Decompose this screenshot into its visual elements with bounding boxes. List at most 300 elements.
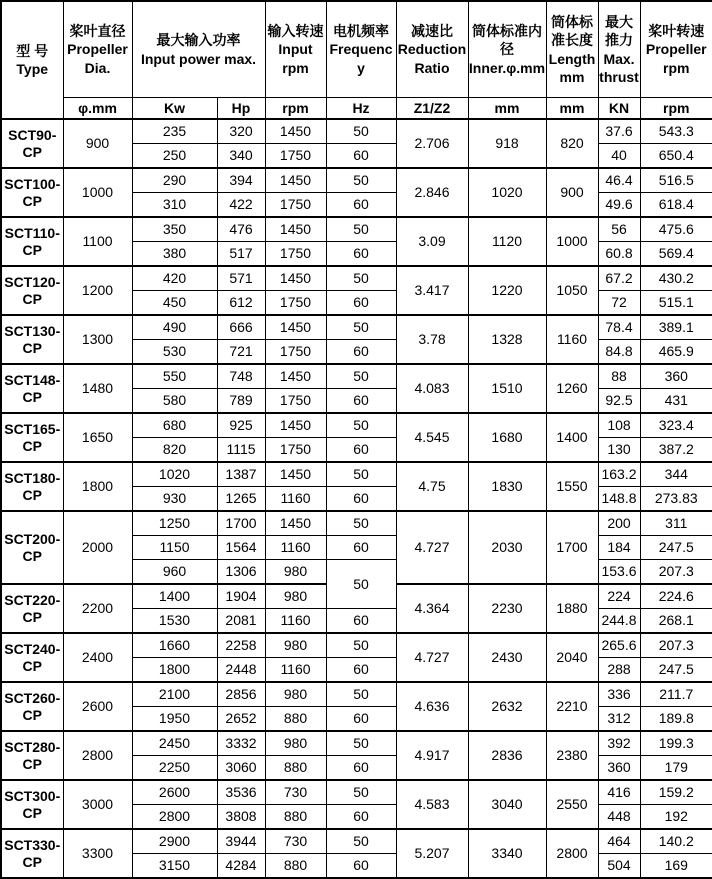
- col-header-zh: 最大推力: [599, 13, 640, 50]
- cell-length: 2210: [546, 682, 598, 731]
- cell-propeller-rpm: 189.8: [640, 707, 712, 732]
- unit-header-9: rpm: [640, 98, 712, 120]
- table-row: [1, 829, 712, 854]
- cell-hp: 789: [217, 389, 265, 414]
- cell-propeller-dia: 3000: [63, 780, 132, 829]
- cell-kw: 3150: [132, 854, 217, 879]
- cell-frequency: 50: [326, 560, 396, 609]
- cell-frequency: 60: [326, 291, 396, 316]
- cell-inner-dia: 1680: [468, 413, 546, 462]
- cell-propeller-rpm: 618.4: [640, 193, 712, 218]
- col-header-5: [396, 1, 468, 98]
- cell-kw: 1250: [132, 511, 217, 536]
- col-header-zh: 减速比: [397, 22, 468, 40]
- cell-propeller-rpm: 169: [640, 854, 712, 879]
- cell-frequency: 50: [326, 413, 396, 438]
- cell-hp: 571: [217, 266, 265, 291]
- cell-kw: 490: [132, 315, 217, 340]
- cell-hp: 2081: [217, 609, 265, 634]
- col-header-en: Inner.φ.mm: [469, 59, 546, 77]
- cell-max-thrust: 108: [598, 413, 640, 438]
- cell-propeller-rpm: 199.3: [640, 731, 712, 756]
- table-row: [1, 682, 712, 707]
- cell-model: SCT120-CP: [1, 266, 63, 315]
- cell-inner-dia: 1220: [468, 266, 546, 315]
- cell-frequency: 50: [326, 731, 396, 756]
- cell-length: 1050: [546, 266, 598, 315]
- cell-max-thrust: 392: [598, 731, 640, 756]
- cell-hp: 1306: [217, 560, 265, 585]
- cell-reduction-ratio: 4.636: [396, 682, 468, 731]
- cell-kw: 380: [132, 242, 217, 267]
- cell-propeller-rpm: 311: [640, 511, 712, 536]
- cell-max-thrust: 200: [598, 511, 640, 536]
- col-header-4: [326, 1, 396, 98]
- cell-max-thrust: 49.6: [598, 193, 640, 218]
- cell-max-thrust: 163.2: [598, 462, 640, 487]
- table-row: [1, 266, 712, 291]
- cell-kw: 420: [132, 266, 217, 291]
- cell-hp: 3060: [217, 756, 265, 781]
- cell-propeller-rpm: 465.9: [640, 340, 712, 365]
- cell-kw: 1660: [132, 633, 217, 658]
- unit-header-1: Kw: [132, 98, 217, 120]
- col-header-zh: 桨叶转速: [641, 22, 712, 40]
- cell-kw: 2450: [132, 731, 217, 756]
- col-header-en: Input rpm: [266, 40, 326, 77]
- cell-frequency: 60: [326, 144, 396, 169]
- cell-model: SCT90-CP: [1, 119, 63, 168]
- cell-model: SCT200-CP: [1, 511, 63, 584]
- cell-model: SCT110-CP: [1, 217, 63, 266]
- col-header-zh: 筒体标准内径: [469, 22, 546, 59]
- cell-input-rpm: 980: [265, 633, 326, 658]
- cell-propeller-rpm: 159.2: [640, 780, 712, 805]
- cell-max-thrust: 265.6: [598, 633, 640, 658]
- table-row: [1, 217, 712, 242]
- cell-model: SCT100-CP: [1, 168, 63, 217]
- cell-propeller-rpm: 569.4: [640, 242, 712, 267]
- cell-reduction-ratio: 4.727: [396, 511, 468, 584]
- cell-reduction-ratio: 4.583: [396, 780, 468, 829]
- cell-input-rpm: 1160: [265, 536, 326, 560]
- cell-kw: 350: [132, 217, 217, 242]
- cell-length: 1700: [546, 511, 598, 584]
- cell-length: 1880: [546, 584, 598, 633]
- cell-model: SCT130-CP: [1, 315, 63, 364]
- cell-frequency: 50: [326, 217, 396, 242]
- cell-propeller-rpm: 543.3: [640, 119, 712, 144]
- cell-reduction-ratio: 4.917: [396, 731, 468, 780]
- cell-max-thrust: 40: [598, 144, 640, 169]
- cell-kw: 1400: [132, 584, 217, 609]
- col-header-zh: 桨叶直径: [64, 22, 132, 40]
- cell-kw: 290: [132, 168, 217, 193]
- cell-propeller-rpm: 224.6: [640, 584, 712, 609]
- col-header-9: [640, 1, 712, 98]
- cell-length: 1160: [546, 315, 598, 364]
- table-row: [1, 731, 712, 756]
- cell-frequency: 50: [326, 780, 396, 805]
- cell-length: 2380: [546, 731, 598, 780]
- cell-input-rpm: 1450: [265, 315, 326, 340]
- cell-reduction-ratio: 4.727: [396, 633, 468, 682]
- cell-propeller-rpm: 140.2: [640, 829, 712, 854]
- cell-hp: 2856: [217, 682, 265, 707]
- cell-frequency: 60: [326, 658, 396, 683]
- cell-model: SCT260-CP: [1, 682, 63, 731]
- cell-max-thrust: 56: [598, 217, 640, 242]
- cell-propeller-dia: 2600: [63, 682, 132, 731]
- cell-propeller-rpm: 207.3: [640, 560, 712, 585]
- cell-inner-dia: 3040: [468, 780, 546, 829]
- cell-frequency: 50: [326, 829, 396, 854]
- cell-frequency: 60: [326, 854, 396, 879]
- cell-kw: 1800: [132, 658, 217, 683]
- cell-hp: 2448: [217, 658, 265, 683]
- cell-max-thrust: 72: [598, 291, 640, 316]
- col-header-en: Length mm: [547, 50, 598, 87]
- cell-model: SCT148-CP: [1, 364, 63, 413]
- cell-reduction-ratio: 3.09: [396, 217, 468, 266]
- cell-kw: 1950: [132, 707, 217, 732]
- cell-length: 1400: [546, 413, 598, 462]
- col-header-6: [468, 1, 546, 98]
- header-row: [1, 1, 712, 98]
- cell-max-thrust: 78.4: [598, 315, 640, 340]
- cell-max-thrust: 84.8: [598, 340, 640, 365]
- cell-length: 2550: [546, 780, 598, 829]
- cell-reduction-ratio: 3.78: [396, 315, 468, 364]
- cell-max-thrust: 416: [598, 780, 640, 805]
- col-header-zh: 输入转速: [266, 22, 326, 40]
- table-row: [1, 462, 712, 487]
- cell-frequency: 50: [326, 633, 396, 658]
- cell-propeller-rpm: 389.1: [640, 315, 712, 340]
- cell-input-rpm: 980: [265, 731, 326, 756]
- col-header-en: Frequency: [327, 40, 396, 77]
- cell-max-thrust: 60.8: [598, 242, 640, 267]
- cell-inner-dia: 1020: [468, 168, 546, 217]
- cell-input-rpm: 880: [265, 707, 326, 732]
- cell-reduction-ratio: 4.75: [396, 462, 468, 511]
- cell-hp: 476: [217, 217, 265, 242]
- cell-hp: 340: [217, 144, 265, 169]
- cell-propeller-rpm: 211.7: [640, 682, 712, 707]
- cell-max-thrust: 184: [598, 536, 640, 560]
- cell-kw: 310: [132, 193, 217, 218]
- cell-propeller-rpm: 273.83: [640, 487, 712, 512]
- cell-kw: 1530: [132, 609, 217, 634]
- cell-propeller-dia: 2400: [63, 633, 132, 682]
- cell-hp: 748: [217, 364, 265, 389]
- unit-row: [1, 98, 712, 120]
- cell-max-thrust: 448: [598, 805, 640, 830]
- cell-input-rpm: 1750: [265, 389, 326, 414]
- cell-max-thrust: 88: [598, 364, 640, 389]
- col-header-zh: 型 号: [2, 42, 63, 60]
- cell-inner-dia: 1120: [468, 217, 546, 266]
- cell-kw: 2800: [132, 805, 217, 830]
- col-header-3: [265, 1, 326, 98]
- cell-input-rpm: 1750: [265, 144, 326, 169]
- col-header-0: [1, 1, 63, 119]
- cell-input-rpm: 1750: [265, 438, 326, 463]
- unit-header-6: mm: [468, 98, 546, 120]
- cell-hp: 1564: [217, 536, 265, 560]
- cell-frequency: 60: [326, 707, 396, 732]
- cell-input-rpm: 880: [265, 805, 326, 830]
- cell-model: SCT220-CP: [1, 584, 63, 633]
- cell-propeller-dia: 2200: [63, 584, 132, 633]
- cell-max-thrust: 37.6: [598, 119, 640, 144]
- cell-kw: 235: [132, 119, 217, 144]
- cell-propeller-rpm: 650.4: [640, 144, 712, 169]
- cell-hp: 1904: [217, 584, 265, 609]
- cell-inner-dia: 1830: [468, 462, 546, 511]
- table-row: [1, 511, 712, 536]
- cell-max-thrust: 153.6: [598, 560, 640, 585]
- cell-kw: 450: [132, 291, 217, 316]
- cell-kw: 2900: [132, 829, 217, 854]
- cell-kw: 820: [132, 438, 217, 463]
- unit-header-0: φ.mm: [63, 98, 132, 120]
- cell-max-thrust: 67.2: [598, 266, 640, 291]
- cell-frequency: 60: [326, 242, 396, 267]
- col-header-en: Max. thrust: [599, 50, 640, 87]
- table-row: [1, 168, 712, 193]
- cell-input-rpm: 1160: [265, 658, 326, 683]
- cell-kw: 550: [132, 364, 217, 389]
- cell-propeller-rpm: 179: [640, 756, 712, 781]
- col-header-en: Propeller rpm: [641, 40, 712, 77]
- unit-header-8: KN: [598, 98, 640, 120]
- cell-input-rpm: 1750: [265, 340, 326, 365]
- cell-input-rpm: 1160: [265, 487, 326, 512]
- cell-reduction-ratio: 2.846: [396, 168, 468, 217]
- cell-kw: 2250: [132, 756, 217, 781]
- cell-hp: 925: [217, 413, 265, 438]
- cell-propeller-rpm: 430.2: [640, 266, 712, 291]
- cell-length: 1000: [546, 217, 598, 266]
- cell-reduction-ratio: 3.417: [396, 266, 468, 315]
- cell-max-thrust: 360: [598, 756, 640, 781]
- cell-hp: 1265: [217, 487, 265, 512]
- cell-frequency: 50: [326, 168, 396, 193]
- cell-max-thrust: 224: [598, 584, 640, 609]
- cell-frequency: 50: [326, 119, 396, 144]
- cell-kw: 1020: [132, 462, 217, 487]
- cell-max-thrust: 148.8: [598, 487, 640, 512]
- cell-frequency: 60: [326, 438, 396, 463]
- table-row: [1, 413, 712, 438]
- table-row: [1, 780, 712, 805]
- cell-input-rpm: 980: [265, 560, 326, 585]
- cell-propeller-rpm: 387.2: [640, 438, 712, 463]
- cell-input-rpm: 1450: [265, 119, 326, 144]
- cell-input-rpm: 880: [265, 756, 326, 781]
- cell-propeller-rpm: 323.4: [640, 413, 712, 438]
- cell-hp: 517: [217, 242, 265, 267]
- table-row: [1, 364, 712, 389]
- cell-max-thrust: 336: [598, 682, 640, 707]
- cell-inner-dia: 2430: [468, 633, 546, 682]
- cell-frequency: 50: [326, 462, 396, 487]
- unit-header-2: Hp: [217, 98, 265, 120]
- table-row: [1, 315, 712, 340]
- cell-input-rpm: 1750: [265, 291, 326, 316]
- unit-header-3: rpm: [265, 98, 326, 120]
- cell-inner-dia: 2632: [468, 682, 546, 731]
- cell-inner-dia: 1328: [468, 315, 546, 364]
- cell-length: 820: [546, 119, 598, 168]
- col-header-en: Type: [2, 60, 63, 78]
- cell-inner-dia: 2836: [468, 731, 546, 780]
- unit-header-4: Hz: [326, 98, 396, 120]
- col-header-zh: 筒体标准长度: [547, 13, 598, 50]
- cell-length: 2040: [546, 633, 598, 682]
- cell-model: SCT165-CP: [1, 413, 63, 462]
- cell-hp: 320: [217, 119, 265, 144]
- cell-reduction-ratio: 4.364: [396, 584, 468, 633]
- cell-propeller-rpm: 247.5: [640, 658, 712, 683]
- cell-propeller-rpm: 516.5: [640, 168, 712, 193]
- cell-reduction-ratio: 5.207: [396, 829, 468, 878]
- cell-frequency: 60: [326, 536, 396, 560]
- cell-hp: 2652: [217, 707, 265, 732]
- col-header-en: Propeller Dia.: [64, 40, 132, 77]
- cell-inner-dia: 3340: [468, 829, 546, 878]
- cell-max-thrust: 464: [598, 829, 640, 854]
- table-row: [1, 119, 712, 144]
- cell-model: SCT330-CP: [1, 829, 63, 878]
- cell-hp: 3944: [217, 829, 265, 854]
- cell-length: 2800: [546, 829, 598, 878]
- cell-kw: 530: [132, 340, 217, 365]
- col-header-zh: 电机频率: [327, 22, 396, 40]
- unit-header-5: Z1/Z2: [396, 98, 468, 120]
- cell-max-thrust: 46.4: [598, 168, 640, 193]
- cell-input-rpm: 880: [265, 854, 326, 879]
- cell-input-rpm: 1450: [265, 266, 326, 291]
- cell-input-rpm: 980: [265, 584, 326, 609]
- cell-max-thrust: 288: [598, 658, 640, 683]
- cell-propeller-dia: 3300: [63, 829, 132, 878]
- col-header-zh: 最大输入功率: [133, 31, 265, 49]
- cell-hp: 3536: [217, 780, 265, 805]
- cell-model: SCT280-CP: [1, 731, 63, 780]
- cell-kw: 680: [132, 413, 217, 438]
- cell-propeller-rpm: 247.5: [640, 536, 712, 560]
- cell-input-rpm: 1750: [265, 193, 326, 218]
- cell-propeller-dia: 900: [63, 119, 132, 168]
- cell-frequency: 50: [326, 511, 396, 536]
- cell-propeller-dia: 1200: [63, 266, 132, 315]
- cell-length: 1550: [546, 462, 598, 511]
- col-header-7: [546, 1, 598, 98]
- cell-kw: 960: [132, 560, 217, 585]
- cell-input-rpm: 1450: [265, 217, 326, 242]
- cell-input-rpm: 730: [265, 780, 326, 805]
- cell-model: SCT180-CP: [1, 462, 63, 511]
- cell-input-rpm: 1450: [265, 168, 326, 193]
- cell-hp: 394: [217, 168, 265, 193]
- cell-propeller-rpm: 515.1: [640, 291, 712, 316]
- cell-kw: 580: [132, 389, 217, 414]
- cell-inner-dia: 1510: [468, 364, 546, 413]
- col-header-1: [63, 1, 132, 98]
- cell-input-rpm: 1450: [265, 413, 326, 438]
- col-header-en: Input power max.: [133, 50, 265, 68]
- cell-propeller-rpm: 192: [640, 805, 712, 830]
- cell-propeller-dia: 1000: [63, 168, 132, 217]
- cell-propeller-rpm: 431: [640, 389, 712, 414]
- cell-model: SCT240-CP: [1, 633, 63, 682]
- cell-propeller-dia: 2000: [63, 511, 132, 584]
- cell-reduction-ratio: 2.706: [396, 119, 468, 168]
- cell-propeller-dia: 1650: [63, 413, 132, 462]
- col-header-8: [598, 1, 640, 98]
- cell-max-thrust: 244.8: [598, 609, 640, 634]
- cell-input-rpm: 1450: [265, 462, 326, 487]
- cell-kw: 250: [132, 144, 217, 169]
- cell-kw: 930: [132, 487, 217, 512]
- cell-propeller-dia: 2800: [63, 731, 132, 780]
- cell-kw: 2100: [132, 682, 217, 707]
- cell-input-rpm: 1450: [265, 364, 326, 389]
- cell-model: SCT300-CP: [1, 780, 63, 829]
- cell-input-rpm: 1750: [265, 242, 326, 267]
- cell-propeller-dia: 1100: [63, 217, 132, 266]
- cell-kw: 2600: [132, 780, 217, 805]
- cell-hp: 3332: [217, 731, 265, 756]
- cell-hp: 4284: [217, 854, 265, 879]
- cell-hp: 1115: [217, 438, 265, 463]
- cell-frequency: 50: [326, 315, 396, 340]
- cell-frequency: 60: [326, 609, 396, 634]
- cell-propeller-rpm: 207.3: [640, 633, 712, 658]
- col-header-en: Reduction Ratio: [397, 40, 468, 77]
- cell-propeller-dia: 1800: [63, 462, 132, 511]
- cell-frequency: 50: [326, 364, 396, 389]
- cell-hp: 422: [217, 193, 265, 218]
- cell-input-rpm: 730: [265, 829, 326, 854]
- cell-max-thrust: 130: [598, 438, 640, 463]
- cell-frequency: 60: [326, 193, 396, 218]
- cell-propeller-dia: 1480: [63, 364, 132, 413]
- cell-input-rpm: 980: [265, 682, 326, 707]
- cell-reduction-ratio: 4.545: [396, 413, 468, 462]
- cell-kw: 1150: [132, 536, 217, 560]
- cell-max-thrust: 312: [598, 707, 640, 732]
- cell-frequency: 60: [326, 487, 396, 512]
- cell-hp: 2258: [217, 633, 265, 658]
- cell-hp: 1700: [217, 511, 265, 536]
- cell-max-thrust: 92.5: [598, 389, 640, 414]
- cell-propeller-rpm: 268.1: [640, 609, 712, 634]
- cell-frequency: 60: [326, 756, 396, 781]
- cell-frequency: 50: [326, 266, 396, 291]
- cell-hp: 721: [217, 340, 265, 365]
- cell-hp: 3808: [217, 805, 265, 830]
- cell-propeller-rpm: 360: [640, 364, 712, 389]
- cell-reduction-ratio: 4.083: [396, 364, 468, 413]
- cell-max-thrust: 504: [598, 854, 640, 879]
- cell-propeller-dia: 1300: [63, 315, 132, 364]
- cell-frequency: 60: [326, 805, 396, 830]
- cell-propeller-rpm: 475.6: [640, 217, 712, 242]
- cell-frequency: 60: [326, 340, 396, 365]
